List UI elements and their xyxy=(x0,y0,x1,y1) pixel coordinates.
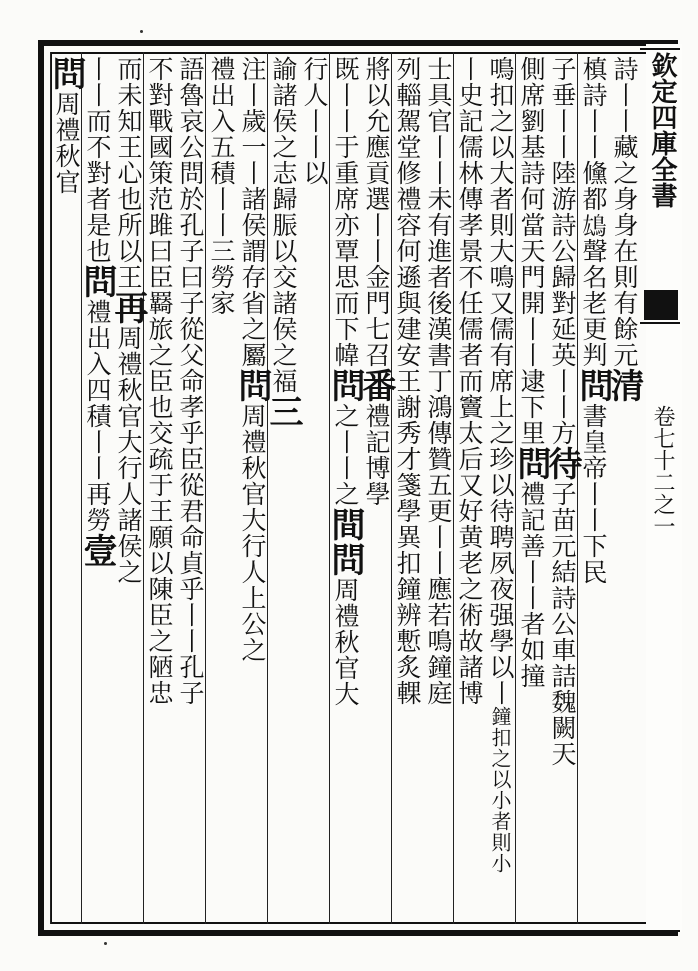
body-text: 語魯哀公問於孔子曰子從父命孝乎臣從君命貞乎丨丨孔子 xyxy=(176,56,205,706)
body-text: 周禮秋官大 xyxy=(331,577,360,707)
body-text: 子苗元結詩公車詰魏闕天 xyxy=(548,481,577,767)
body-text: 禮出入四積丨丨再勞 xyxy=(83,299,112,533)
heading-character: 待 xyxy=(542,446,582,481)
heading-character: 清 xyxy=(604,368,644,403)
text-column xyxy=(299,56,330,918)
body-text: 將以允應貢選丨丨金門七召 xyxy=(362,56,391,368)
body-text: 既丨丨于重席亦覃思而下幃 xyxy=(331,56,360,368)
ink-speck xyxy=(104,942,107,945)
body-text: 周禮秋官 xyxy=(52,91,81,195)
body-text: 丨史記儒林傳孝景不任儒者而竇太后又好黄老之術故諸博 xyxy=(455,56,484,706)
text-column xyxy=(77,56,117,918)
text-column xyxy=(46,56,86,918)
body-text: 子垂丨丨陸游詩公歸對延英丨丨方 xyxy=(548,56,577,446)
heading-character: 問 xyxy=(573,368,613,403)
text-column xyxy=(232,56,272,918)
text-column xyxy=(423,56,454,918)
body-text: 行人丨丨以 xyxy=(300,56,329,186)
heading-character: 番 xyxy=(356,368,396,403)
heading-character: 壹 xyxy=(77,533,117,568)
text-column xyxy=(511,56,551,918)
body-text: 諭諸侯之志歸脤以交諸侯之福 xyxy=(269,56,298,394)
text-column xyxy=(144,56,175,918)
text-column xyxy=(454,56,485,918)
body-text: 不對戰國策范雎曰臣羇旅之臣也交疏于王願以陳臣之陋忠 xyxy=(145,56,174,706)
text-column xyxy=(604,56,644,918)
edge-volume-number: 卷七十二之一 xyxy=(650,405,675,537)
body-text: 注丨歲一丨諸侯謂存省之屬 xyxy=(238,56,267,368)
body-text: 士具官丨丨未有進者後漢書丁鴻傳贊五更丨丨應若鳴鐘庭 xyxy=(424,56,453,706)
edge-fishtail-mark xyxy=(644,290,678,320)
heading-character: 問 xyxy=(46,56,86,91)
ink-speck xyxy=(140,30,143,33)
heading-character: 間問 xyxy=(325,507,365,577)
edge-title: 欽定四庫全書 xyxy=(647,52,677,208)
text-column xyxy=(325,56,365,918)
annotation-text: 鐘扣之以小者則小 xyxy=(488,706,512,874)
text-column xyxy=(108,56,148,918)
text-column xyxy=(263,56,303,918)
edge-bottom-line xyxy=(640,930,680,932)
text-column xyxy=(573,56,613,918)
text-column xyxy=(206,56,237,918)
body-text: 周禮秋官大行人上公之 xyxy=(238,403,267,663)
body-text: 周禮秋官大行人諸侯之 xyxy=(114,325,143,585)
heading-character: 問 xyxy=(511,446,551,481)
body-text: 禮記博學 xyxy=(362,403,391,507)
heading-character: 再 xyxy=(108,290,148,325)
text-column xyxy=(485,56,516,918)
body-text: 禮記善丨丨者如撞 xyxy=(517,481,546,689)
heading-character: 問 xyxy=(77,264,117,299)
heading-character: 問 xyxy=(232,368,272,403)
body-text: 之丨丨之 xyxy=(331,403,360,507)
body-text: 鳴扣之以大者則大鳴又儒有席上之珍以待聘夙夜强學以丨 xyxy=(486,56,515,706)
body-text: 丨丨而不對者是也 xyxy=(83,56,112,264)
heading-character: 三 xyxy=(263,394,303,429)
body-text: 而未知王心也所以王 xyxy=(114,56,143,290)
edge-top-line xyxy=(640,48,680,50)
body-text: 側席劉基詩何當天門開丨丨逮下里 xyxy=(517,56,546,446)
body-text: 書皇帝丨丨下民 xyxy=(579,403,608,585)
heading-character: 問 xyxy=(325,368,365,403)
edge-divider-line xyxy=(640,322,680,324)
text-column xyxy=(392,56,423,918)
text-column xyxy=(542,56,582,918)
text-column xyxy=(175,56,206,918)
body-text: 禮出入五積丨丨三勞家 xyxy=(207,56,236,316)
body-text: 詩丨丨藏之身身在則有餘元 xyxy=(610,56,639,368)
body-text: 列輜駕堂修禮容何遜與建安王謝秀才箋學異扣鐘辨慙炙輠 xyxy=(393,56,422,706)
body-text: 槙詩丨丨儵都𩿅聲名老更判 xyxy=(579,56,608,368)
text-column xyxy=(356,56,396,918)
